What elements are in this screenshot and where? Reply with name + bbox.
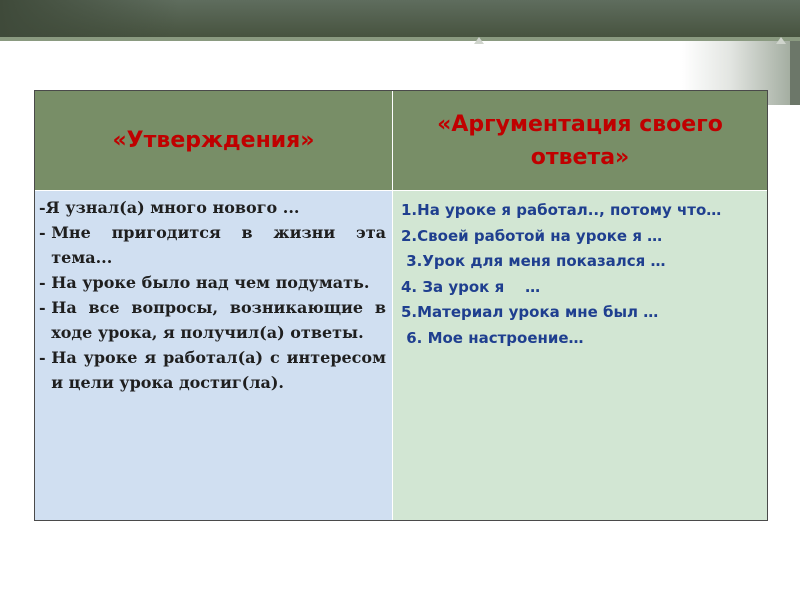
triangle-icon — [474, 37, 484, 44]
statement-dash: - — [39, 298, 52, 317]
arguments-cell — [393, 191, 767, 520]
top-decor-stripe — [0, 37, 800, 41]
statement-text: На уроке было над чем подумать. — [51, 273, 370, 292]
argument-item: 6. Мое настроение… — [401, 328, 584, 347]
statement-dash: - — [39, 223, 52, 242]
statement-item — [39, 195, 386, 220]
header-argumentation: «Аргументация своего ответа» — [393, 91, 767, 191]
statement-text: Я узнал(а) много нового ... — [45, 198, 300, 217]
statement-text: На все вопросы, возникающие в ходе урока, я получил(а) ответы. — [51, 298, 386, 342]
reflection-table — [34, 90, 768, 521]
statement-item — [39, 345, 386, 395]
statement-dash: - — [39, 198, 46, 217]
statements-cell — [35, 191, 393, 520]
header-statements: «Утверждения» — [35, 91, 393, 191]
statement-item — [39, 295, 386, 345]
corner-decor-line — [790, 41, 800, 105]
argument-item: 1.На уроке я работал.., потому что… — [401, 201, 722, 219]
argument-item: 2.Своей работой на уроке я … — [401, 226, 663, 245]
statement-dash: - — [39, 273, 52, 292]
top-decor-bar — [0, 0, 800, 37]
statement-dash: - — [39, 348, 52, 367]
statement-text: Мне пригодится в жизни эта тема... — [51, 223, 386, 267]
statement-item — [39, 270, 386, 295]
triangle-icon — [776, 37, 786, 44]
argument-item: 4. За урок я … — [401, 277, 541, 296]
statement-item — [39, 220, 386, 270]
statement-text: На уроке я работал(а) с интересом и цели урока достиг(ла). — [51, 348, 386, 392]
argument-item: 3.Урок для меня показался … — [401, 252, 666, 270]
argument-item: 5.Материал урока мне был … — [401, 303, 659, 321]
